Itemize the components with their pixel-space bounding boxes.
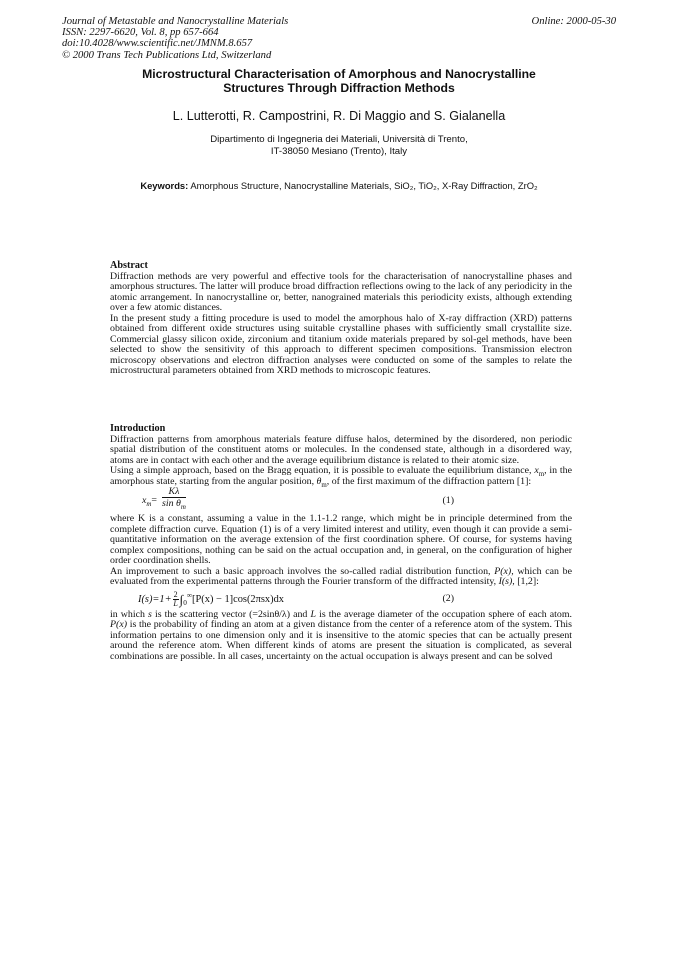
journal-copyright: © 2000 Trans Tech Publications Ltd, Switzerland	[62, 49, 272, 61]
keywords-text: Amorphous Structure, Nanocrystalline Materials, SiO₂, TiO₂, X-Ray Diffraction, ZrO₂	[190, 180, 538, 191]
intro-paragraph-3: where K is a constant, assuming a value in the 1.1-1.2 range, which might be in principle determined from the complete diffraction curve. Equation (1) is of a very limited interest and utility, even though it can provide a semi-quantitative information on the average extension of the first coordination sphere. Of course, for systems having complex compositions, nothing can be said on the actual occupation and, in general, on the configuration of higher order coordination shells.	[110, 513, 572, 566]
keywords	[40, 180, 638, 191]
journal-doi: doi:10.4028/www.scientific.net/JMNM.8.657	[62, 38, 253, 50]
abstract-paragraph-1: Diffraction methods are very powerful and effective tools for the characterisation of nanocrystalline phases and amorphous structures. The latter will produce broad diffraction reflections owing to the lack of any periodicity in the atomic arrangement. In nanocrystalline or, better, nanograined materials this periodicity exists, although extending over a few atomic distances.	[110, 270, 572, 313]
eq2-fraction: $\frac{2}{L}$	[173, 589, 178, 608]
journal-name: Journal of Metastable and Nanocrystalline Materials	[62, 16, 289, 27]
title-line-2: Structures Through Diffraction Methods	[223, 81, 455, 95]
journal-issn: ISSN: 2297-6620, Vol. 8, pp 657-664	[62, 27, 219, 39]
equation-2	[110, 588, 572, 610]
journal-header	[62, 16, 616, 61]
eq2-expression: I(s)=1+ $\frac{2}{L}\int_0^\infty[P(x) - 1]\cos(2\pi sx)dx$	[138, 589, 284, 608]
online-date: Online: 2000-05-30	[531, 16, 616, 27]
introduction-section	[110, 424, 572, 662]
title-line-1: Microstructural Characterisation of Amorphous and Nanocrystalline	[142, 67, 536, 81]
eq1-lhs: $x_m=$	[142, 495, 157, 508]
integral-sign: ∫	[179, 591, 184, 607]
eq2-number: (2)	[442, 592, 454, 604]
keywords-label: Keywords:	[140, 180, 189, 191]
affiliation	[40, 134, 638, 159]
intro-paragraph-4: An improvement to such a basic approach involves the so-called radial distribution function, P(x), which can be evaluated from the experimental patterns through the Fourier transform of the diffracted intensity, I(s), [1,2]:	[110, 565, 572, 587]
abstract-heading: Abstract	[110, 260, 148, 271]
intro-paragraph-2: Using a simple approach, based on the Bragg equation, it is possible to evaluate the equilibrium distance, $x_m$, in the amorphous state, starting from the angular position, $\theta_m$, of the first maximum of the diffraction pattern [1]:	[110, 465, 572, 489]
eq1-denominator: $\sin \theta_m$	[162, 498, 186, 511]
eq1-fraction	[162, 487, 186, 509]
eq1-number: (1)	[442, 495, 454, 506]
abstract-section	[110, 261, 572, 377]
affiliation-line-1: Dipartimento di Ingegneria dei Materiali, Università di Trento,	[210, 134, 468, 145]
introduction-heading: Introduction	[110, 423, 166, 434]
affiliation-line-2: IT-38050 Mesiano (Trento), Italy	[270, 146, 408, 158]
eq1-numerator: Kλ	[162, 487, 186, 498]
equation-1	[110, 487, 572, 514]
paper-title	[40, 67, 638, 95]
intro-paragraph-1: Diffraction patterns from amorphous materials feature diffuse halos, determined by the disordered, non periodic spatial distribution of the constituent atoms or molecules. In the condensed state, although in a disordered way, atoms are in contact with each other and the average equilibrium distance is related to their atomic size.	[110, 433, 572, 466]
author-list: L. Lutterotti, R. Campostrini, R. Di Maggio and S. Gialanella	[172, 109, 506, 123]
abstract-paragraph-2: In the present study a fitting procedure is used to model the amorphous halo of X-ray diffraction (XRD) patterns obtained from different oxide structures using suitable crystalline phases with sufficiently small crystallite size. Commercial glassy silicon oxide, zirconium and titanium oxide materials prepared by sol-gel methods, have been selected to show the sensitivity of this approach to different specimen compositions. Transmission electron microscopy observations and electron diffraction analyses were conducted on some of the samples to relate the microstructural parameters obtained from XRD methods to microscopic features.	[110, 312, 572, 376]
intro-paragraph-5: in which s is the scattering vector (=2sinθ/λ) and L is the average diameter of the occupation sphere of each atom. P(x) is the probability of finding an atom at a given distance from the center of a reference atom of the system. This information pertains to one dimension only and it is insensitive to the atomic species that can be actually present around the reference atom. When different kinds of atoms are present the situation is complicated, as several combinations are possible. In all cases, uncertainty on the actual occupation is always present and can be solved	[110, 608, 572, 662]
